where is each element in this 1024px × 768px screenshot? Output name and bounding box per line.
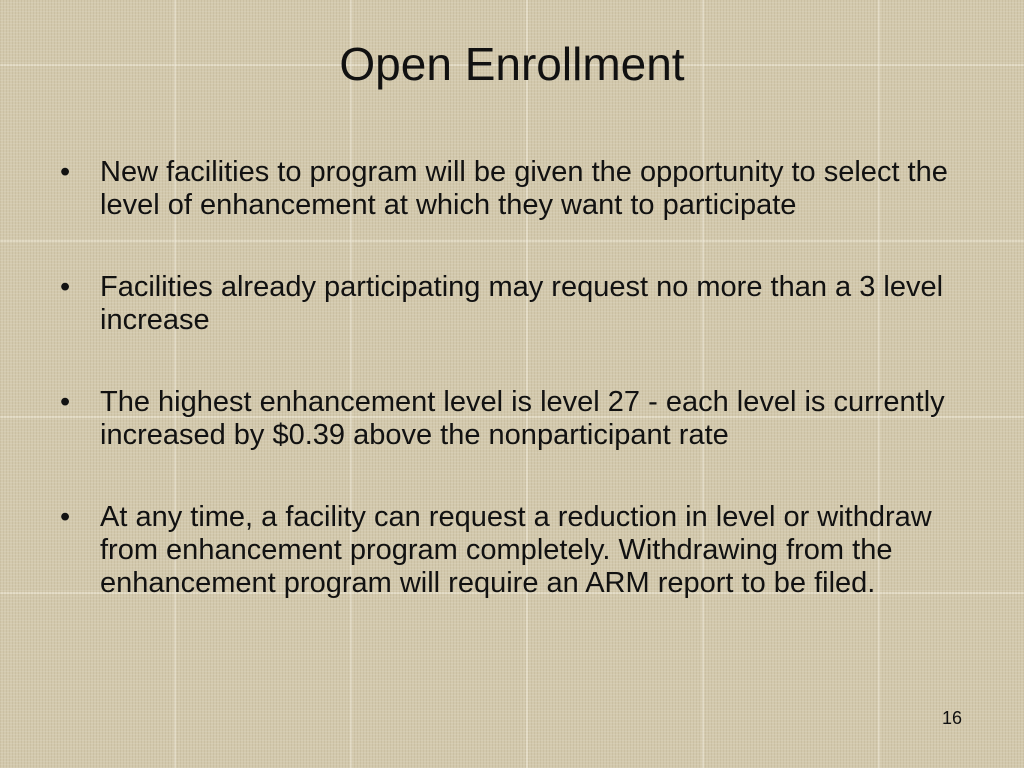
- bullet-dot-icon: •: [60, 156, 71, 188]
- slide-title: Open Enrollment: [339, 38, 685, 90]
- bullet-dot-icon: •: [60, 386, 71, 418]
- bullet-text: The highest enhancement level is level 27 - each level is currently increased by $0.39 above the nonparticipant rate: [100, 386, 945, 451]
- bullet-item: [56, 386, 976, 452]
- page-number: 16: [941, 708, 962, 728]
- bullet-item: [56, 501, 976, 600]
- bullet-item: [56, 271, 976, 337]
- bullet-dot-icon: •: [60, 271, 71, 303]
- bullet-text: Facilities already participating may request no more than a 3 level increase: [100, 271, 944, 336]
- bullet-list: [56, 156, 976, 600]
- bullet-text: New facilities to program will be given the opportunity to select the level of enhancement at which they want to participate: [100, 156, 948, 221]
- bullet-item: [56, 156, 976, 222]
- bullet-text: At any time, a facility can request a reduction in level or withdraw from enhancement program completely. Withdrawing from the enhancement program will require an ARM report to be filed.: [100, 501, 932, 599]
- bullet-dot-icon: •: [60, 501, 71, 533]
